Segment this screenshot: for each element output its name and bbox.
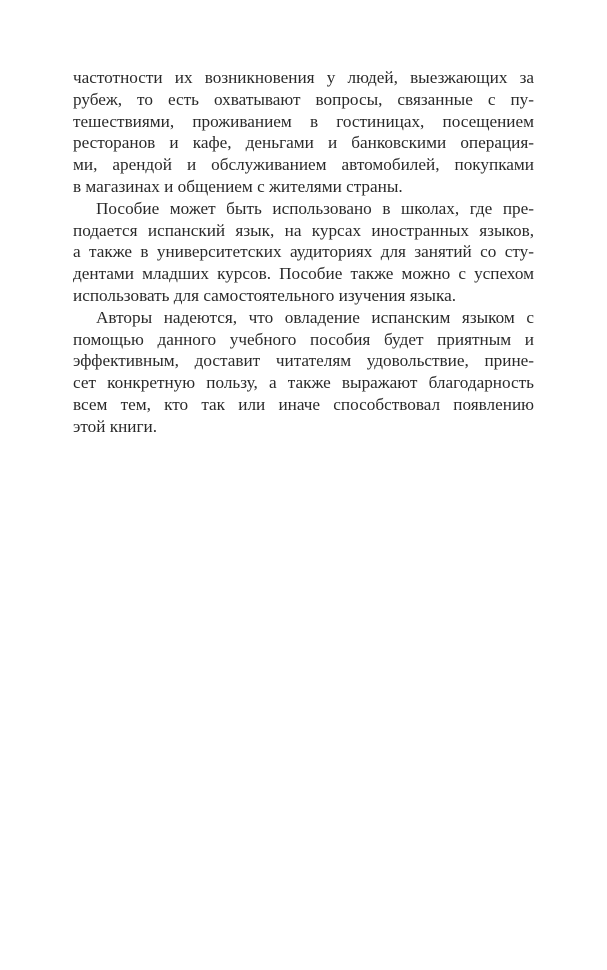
text-line: подается испанский язык, на курсах иностранных языков, bbox=[73, 220, 534, 240]
text-line: этой книги. bbox=[73, 416, 158, 436]
text-line: сет конкретную пользу, а также выражают благодарность bbox=[73, 373, 534, 393]
text-line: рубеж, то есть охватывают вопросы, связанные с пу- bbox=[73, 89, 534, 109]
text-line: дентами младших курсов. Пособие также можно с успехом bbox=[73, 264, 534, 284]
document-page bbox=[73, 67, 534, 438]
text-line: тешествиями, проживанием в гостиницах, посещением bbox=[73, 111, 534, 131]
text-line: помощью данного учебного пособия будет приятным и bbox=[73, 329, 534, 349]
text-line: частотности их возникновения у людей, выезжающих за bbox=[73, 68, 534, 87]
text-line: использовать для самостоятельного изучения языка. bbox=[73, 285, 456, 305]
paragraph bbox=[73, 198, 534, 307]
text-line: ми, арендой и обслуживанием автомобилей, покупками bbox=[73, 155, 534, 175]
text-line: Авторы надеются, что овладение испанским языком с bbox=[96, 307, 534, 327]
paragraph bbox=[73, 67, 534, 198]
text-line: ресторанов и кафе, деньгами и банковскими операция- bbox=[73, 133, 534, 153]
text-line: Пособие может быть использовано в школах, где пре- bbox=[96, 198, 534, 218]
paragraph bbox=[73, 307, 534, 438]
text-line: а также в университетских аудиториях для занятий со сту- bbox=[73, 242, 534, 262]
text-line: всем тем, кто так или иначе способствовал появлению bbox=[73, 394, 534, 414]
text-line: в магазинах и общением с жителями страны. bbox=[73, 176, 403, 196]
text-line: эффективным, доставит читателям удовольствие, прине- bbox=[73, 351, 534, 371]
